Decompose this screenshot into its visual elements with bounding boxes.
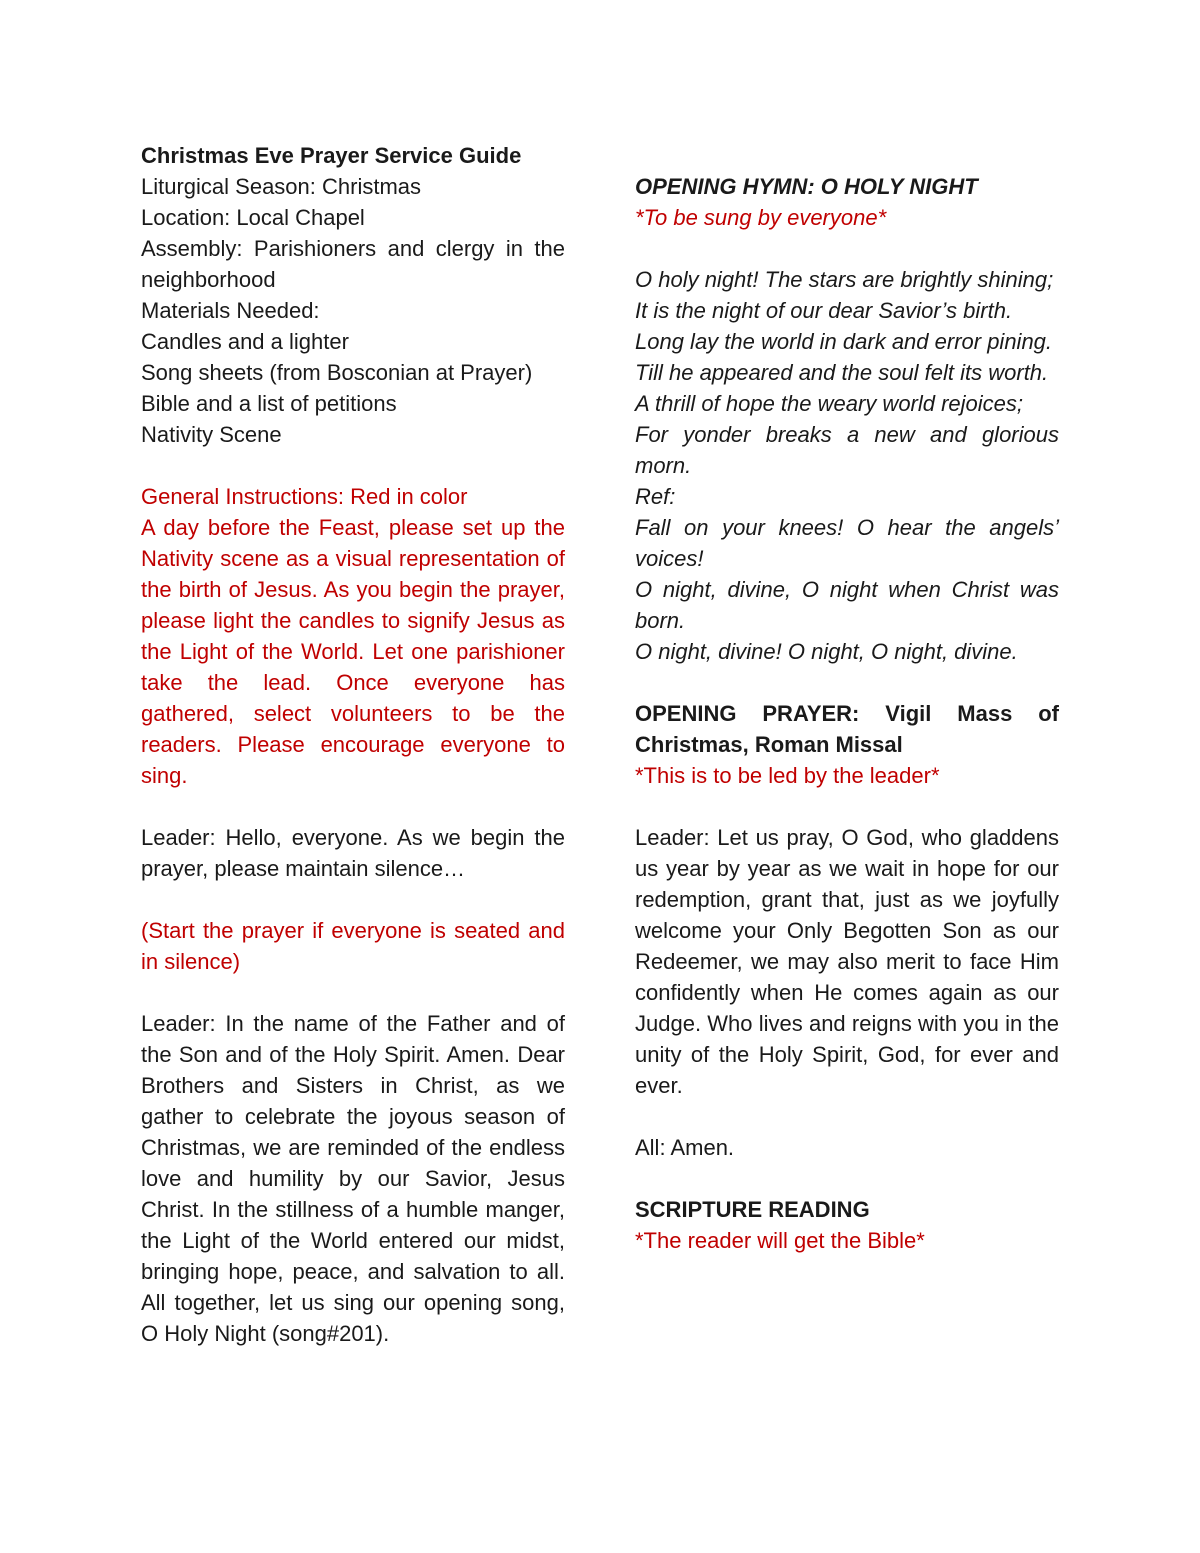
hymn-refrain-label: Ref: [635,484,676,509]
scripture-note: *The reader will get the Bible* [635,1228,925,1253]
prayer-body: Leader: Let us pray, O God, who gladdens us year by year as we wait in hope for our redemption, grant that, just as we joyfully welcome your Only Begotten Son as our Redeemer, we may also merit to face Him confidently when He comes again as our Judge. Who lives and reigns with you in the unity of the Holy Spirit, God, for ever and ever. [635,825,1059,1098]
material-item: Bible and a list of petitions [141,391,397,416]
location: Location: Local Chapel [141,205,365,230]
material-item: Candles and a lighter [141,329,349,354]
document-title: Christmas Eve Prayer Service Guide [141,143,522,168]
start-note: (Start the prayer if everyone is seated and in silence) [141,918,565,974]
assembly: Assembly: Parishioners and clergy in the neighborhood [141,236,565,292]
material-item: Nativity Scene [141,422,282,447]
assembly-response: All: Amen. [635,1135,735,1160]
hymn-heading: OPENING HYMN: O HOLY NIGHT [635,174,978,199]
scripture-heading: SCRIPTURE READING [635,1197,870,1222]
hymn-line: O holy night! The stars are brightly shining; [635,267,1054,292]
hymn-line: It is the night of our dear Savior’s birth. [635,298,1013,323]
instructions-heading: General Instructions: Red in color [141,484,468,509]
hymn-line: O night, divine! O night, O night, divine. [635,639,1018,664]
leader-intro: Leader: In the name of the Father and of the Son and of the Holy Spirit. Amen. Dear Brothers and Sisters in Christ, as we gather to celebrate the joyous season of Christmas, we are reminded of the endless love and humility by our Savior, Jesus Christ. In the stillness of a humble manger, the Light of the World entered our midst, bringing hope, peace, and salvation to all. All together, let us sing our opening song, O Holy Night (song#201). [141,1011,565,1346]
hymn-line: Long lay the world in dark and error pining. [635,329,1053,354]
leader-silence: Leader: Hello, everyone. As we begin the prayer, please maintain silence… [141,825,565,881]
hymn-line: A thrill of hope the weary world rejoices; [635,391,1024,416]
prayer-note: *This is to be led by the leader* [635,763,940,788]
hymn-note: *To be sung by everyone* [635,205,887,230]
instructions-body: A day before the Feast, please set up the Nativity scene as a visual representation of the birth of Jesus. As you begin the prayer, please light the candles to signify Jesus as the Light of the World. Let one parishioner take the lead. Once everyone has gathered, select volunteers to be the readers. Please encourage everyone to sing. [141,515,565,788]
prayer-heading: OPENING PRAYER: Vigil Mass of Christmas, Roman Missal [635,701,1059,757]
hymn-line: Till he appeared and the soul felt its worth. [635,360,1049,385]
materials-heading: Materials Needed: [141,298,320,323]
hymn-line: O night, divine, O night when Christ was born. [635,577,1059,633]
hymn-line: Fall on your knees! O hear the angels’ voices! [635,515,1059,571]
right-column [635,140,1059,1256]
material-item: Song sheets (from Bosconian at Prayer) [141,360,533,385]
left-column [141,140,565,1349]
hymn-line: For yonder breaks a new and glorious morn. [635,422,1059,478]
liturgical-season: Liturgical Season: Christmas [141,174,422,199]
